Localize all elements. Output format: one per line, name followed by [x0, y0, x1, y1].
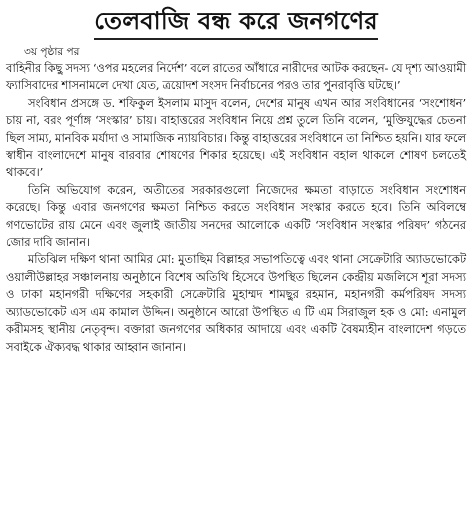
article-body	[6, 60, 466, 356]
paragraph: বাহিনীর কিছু সদস্য ‘ওপর মহলের নির্দেশ’ বলে রাতের আঁধারে নারীদের আটক করছেন- যে দৃশ্য আওয়ামী ফ্যাসিবাদের শাসনামলে দেখা যেত, ত্রয়োদশ সংসদ নির্বাচনের পরও তার পুনরাবৃত্তি ঘটছে।’	[6, 61, 466, 93]
paragraph: তিনি অভিযোগ করেন, অতীতের সরকারগুলো নিজেদের ক্ষমতা বাড়াতে সংবিধান সংশোধন করেছে। কিন্তু এবার জনগণের ক্ষমতা নিশ্চিত করতে সংবিধান সংস্কার করতে হবে। তিনি অবিলম্বে গণভোটের রায় মেনে এবং জুলাই জাতীয় সনদের আলোকে একটি ‘সংবিধান সংস্কার পরিষদ’ গঠনের জোর দাবি জানান।	[6, 182, 466, 250]
paragraph: সংবিধান প্রসঙ্গে ড. শফিকুল ইসলাম মাসুদ বলেন, দেশের মানুষ এখন আর সংবিধানের ‘সংশোধন’ চায় না, বরং পূর্ণাঙ্গ ‘সংস্কার’ চায়। বাহাত্তরের সংবিধান নিয়ে প্রশ্ন তুলে তিনি বলেন, ‘মুক্তিযুদ্ধের চেতনা ছিল সাম্য, মানবিক মর্যাদা ও সামাজিক ন্যায়বিচার। কিন্তু বাহাত্তরের সংবিধানে তা নিশ্চিত হয়নি। যার ফলে স্বাধীন বাংলাদেশে মানুষ বারবার শোষণের শিকার হয়েছে। এই সংবিধান বহাল থাকলে শোষণ চলতেই থাকবে।’	[6, 95, 466, 180]
continued-from-label: ৩য় পৃষ্ঠার পর	[24, 46, 80, 58]
paragraph: মতিঝিল দক্ষিণ থানা আমির মো: মুতাছিম বিল্লাহর সভাপতিত্বে এবং থানা সেক্রেটারি অ্যাডভোকেট ওয়ালীউল্লাহর সঞ্চালনায় অনুষ্ঠানে বিশেষ অতিথি হিসেবে উপস্থিত ছিলেন কেন্দ্রীয় মজলিসে শূরা সদস্য ও ঢাকা মহানগরী দক্ষিণের সহকারী সেক্রেটারি মুহাম্মদ শামছুর রহমান, মহানগরী কর্মপরিষদ সদস্য অ্যাডভোকেট এস এম কামাল উদ্দিন। অনুষ্ঠানে আরো উপস্থিত এ টি এম সিরাজুল হক ও মো: এনামুল করীমসহ স্থানীয় নেতৃবৃন্দ। বক্তারা জনগণের অধিকার আদায়ে এবং একটি বৈষম্যহীন বাংলাদেশ গড়তে সবাইকে ঐক্যবদ্ধ থাকার আহ্বান জানান।	[6, 252, 466, 354]
headline: তেলবাজি বন্ধ করে জনগণের	[94, 6, 377, 40]
headline-container	[6, 0, 466, 46]
